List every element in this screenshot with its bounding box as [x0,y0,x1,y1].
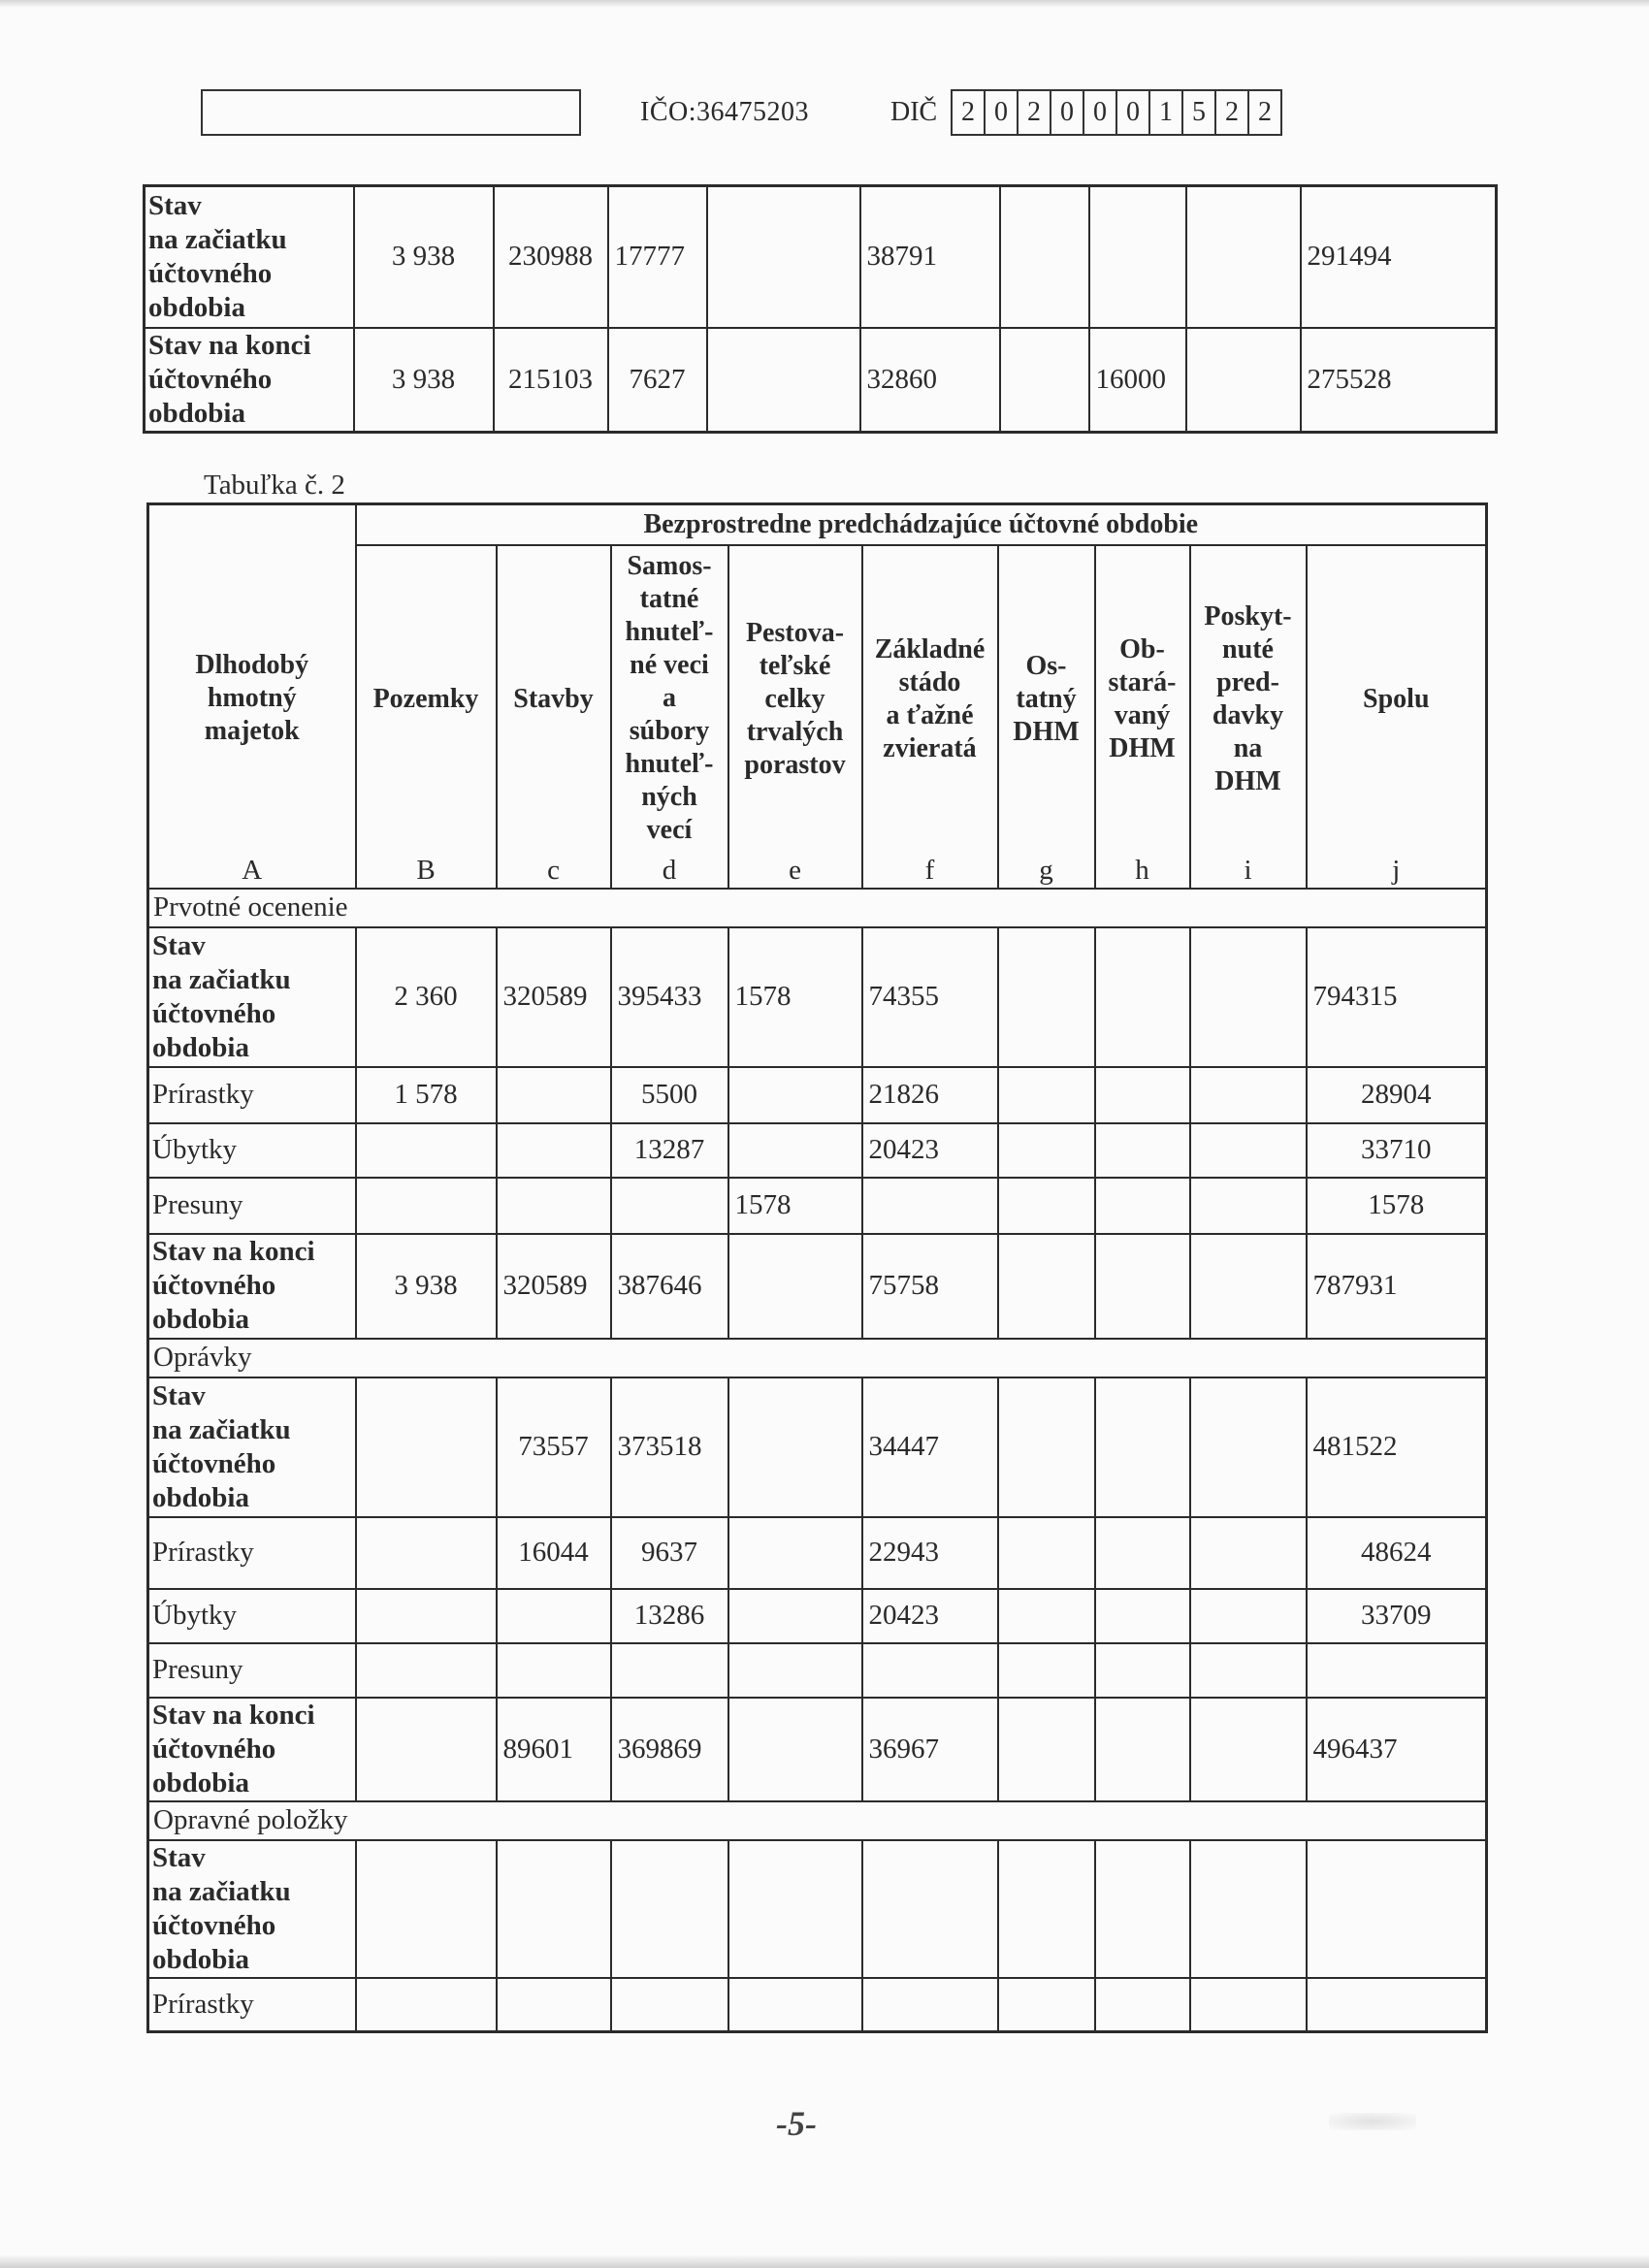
table-row [148,1123,1487,1178]
section-header-row [148,1801,1487,1840]
cell [1190,1840,1307,1978]
cell: 36967 [862,1698,998,1801]
cell [1190,1067,1307,1123]
cell [998,1589,1095,1643]
cell [1190,1978,1307,2032]
cell [998,1840,1095,1978]
cell: 20423 [862,1589,998,1643]
cell [1000,186,1089,328]
cell: 3 938 [354,328,494,433]
row-label: Stav na začiatku účtovného obdobia [145,186,354,328]
cell [1095,1643,1190,1698]
dic-digit: 2 [1249,91,1282,134]
cell: 369869 [611,1698,728,1801]
cell [707,328,860,433]
cell [497,1589,611,1643]
cell [497,1178,611,1234]
row-label: Stav na konci účtovného obdobia [148,1698,356,1801]
cell [497,1978,611,2032]
row-label: Stav na začiatku účtovného obdobia [148,1840,356,1978]
table-caption: Tabuľka č. 2 [204,470,345,501]
scan-edge-bottom [0,2254,1649,2268]
cell [998,1123,1095,1178]
row-label: Prírastky [148,1978,356,2032]
col-letter: g [998,854,1095,889]
cell [497,1840,611,1978]
cell: 16000 [1089,328,1186,433]
scan-edge [0,0,1649,8]
cell [862,1643,998,1698]
table-row [148,1698,1487,1801]
cell: 1578 [728,1178,862,1234]
cell: 395433 [611,927,728,1067]
cell [862,1978,998,2032]
cell [728,1377,862,1517]
dic-label: DIČ [890,97,938,127]
cell [998,1643,1095,1698]
table-row [145,328,1497,433]
cell [497,1643,611,1698]
cell: 33709 [1307,1589,1487,1643]
cell [1095,1698,1190,1801]
table-continuation [143,184,1498,434]
cell [356,1178,497,1234]
col-letter: h [1095,854,1190,889]
table-dhm [146,502,1488,2033]
cell [728,1840,862,1978]
cell: 89601 [497,1698,611,1801]
cell [356,1698,497,1801]
table-row [148,1643,1487,1698]
cell [1095,1178,1190,1234]
cell [1000,328,1089,433]
table-row [148,1377,1487,1517]
dic-digit: 1 [1150,91,1183,134]
cell [356,1643,497,1698]
cell: 20423 [862,1123,998,1178]
row-label: Stav na konci účtovného obdobia [145,328,354,433]
cell [356,1978,497,2032]
table-row [148,927,1487,1067]
cell [728,1643,862,1698]
cell [728,1123,862,1178]
section-header-row [148,889,1487,927]
dic-digit: 2 [953,91,986,134]
cell [1190,1698,1307,1801]
dic-digit: 0 [1117,91,1150,134]
cell [728,1067,862,1123]
cell: 1578 [1307,1178,1487,1234]
cell [1095,1517,1190,1589]
cell [1095,927,1190,1067]
cell: 7627 [608,328,707,433]
cell [998,927,1095,1067]
section-title: Prvotné ocenenie [148,889,1487,927]
row-label: Stav na začiatku účtovného obdobia [148,1377,356,1517]
cell [1186,328,1301,433]
dic-digit: 0 [986,91,1018,134]
cell [998,1234,1095,1339]
cell [1190,1234,1307,1339]
cell: 2 360 [356,927,497,1067]
cell [1190,1377,1307,1517]
table-row [148,1178,1487,1234]
group-header: Bezprostredne predchádzajúce účtovné obdobie [356,504,1487,545]
cell [1190,1517,1307,1589]
cell: 75758 [862,1234,998,1339]
section-header-row [148,1339,1487,1377]
cell [728,1589,862,1643]
cell [1190,1589,1307,1643]
cell: 38791 [860,186,1000,328]
cell [1095,1840,1190,1978]
cell [1307,1840,1487,1978]
cell: 32860 [860,328,1000,433]
blank-header-box [201,89,581,136]
cell [862,1840,998,1978]
cell [497,1123,611,1178]
dic-digit: 2 [1216,91,1249,134]
cell [1095,1123,1190,1178]
cell: 9637 [611,1517,728,1589]
cell: 291494 [1301,186,1497,328]
cell: 1 578 [356,1067,497,1123]
col-letter: A [148,854,356,889]
col-letter: j [1307,854,1487,889]
col-header-j: Spolu [1307,545,1487,854]
group-header-row [148,504,1487,545]
cell: 794315 [1307,927,1487,1067]
dic-digit: 0 [1051,91,1084,134]
cell [998,1978,1095,2032]
table-row [148,1234,1487,1339]
cell: 1578 [728,927,862,1067]
dic-digit: 5 [1183,91,1216,134]
cell: 33710 [1307,1123,1487,1178]
cell [1089,186,1186,328]
col-letters-row [148,854,1487,889]
dic-digit-boxes [951,89,1282,136]
cell [1095,1067,1190,1123]
cell [728,1517,862,1589]
cell: 73557 [497,1377,611,1517]
cell [1186,186,1301,328]
col-letter: c [497,854,611,889]
table-row [148,1978,1487,2032]
col-letter: i [1190,854,1307,889]
dic-digit: 2 [1018,91,1051,134]
row-label: Stav na začiatku účtovného obdobia [148,927,356,1067]
col-letter: B [356,854,497,889]
cell: 17777 [608,186,707,328]
col-header-c: Stavby [497,545,611,854]
cell [611,1978,728,2032]
cell [1190,927,1307,1067]
cell [1095,1234,1190,1339]
col-letter: f [862,854,998,889]
section-title: Opravné položky [148,1801,1487,1840]
col-header-e: Pestova- teľské celky trvalých porastov [728,545,862,854]
table-row [148,1840,1487,1978]
col-header-f: Základné stádo a ťažné zvieratá [862,545,998,854]
cell [728,1234,862,1339]
cell: 230988 [494,186,608,328]
row-label: Prírastky [148,1067,356,1123]
cell [728,1698,862,1801]
cell: 28904 [1307,1067,1487,1123]
cell: 481522 [1307,1377,1487,1517]
cell [1190,1178,1307,1234]
cell: 48624 [1307,1517,1487,1589]
cell [998,1178,1095,1234]
cell [998,1517,1095,1589]
section-title: Oprávky [148,1339,1487,1377]
cell [356,1589,497,1643]
cell: 373518 [611,1377,728,1517]
row-label: Stav na konci účtovného obdobia [148,1234,356,1339]
cell [611,1840,728,1978]
cell: 496437 [1307,1698,1487,1801]
cell [998,1698,1095,1801]
cell [1307,1643,1487,1698]
row-label: Prírastky [148,1517,356,1589]
table-row [148,1517,1487,1589]
cell: 787931 [1307,1234,1487,1339]
cell [998,1067,1095,1123]
cell [1095,1589,1190,1643]
col-letter: e [728,854,862,889]
cell: 5500 [611,1067,728,1123]
cell [707,186,860,328]
cell [356,1840,497,1978]
cell [611,1643,728,1698]
scan-smudge [1329,2113,1416,2130]
cell: 74355 [862,927,998,1067]
cell [998,1377,1095,1517]
col-header-g: Os- tatný DHM [998,545,1095,854]
table-row [145,186,1497,328]
cell: 22943 [862,1517,998,1589]
col-header-a: Dlhodobý hmotný majetok [148,504,356,854]
table-body [148,889,1487,2032]
cell: 34447 [862,1377,998,1517]
cell [1190,1123,1307,1178]
row-label: Presuny [148,1643,356,1698]
dic-digit: 0 [1084,91,1117,134]
cell [1307,1978,1487,2032]
cell: 16044 [497,1517,611,1589]
cell: 3 938 [356,1234,497,1339]
cell: 320589 [497,927,611,1067]
col-header-d: Samos- tatné hnuteľ- né veci a súbory hnuteľ- ných vecí [611,545,728,854]
cell: 13286 [611,1589,728,1643]
cell [356,1517,497,1589]
cell: 387646 [611,1234,728,1339]
row-label: Presuny [148,1178,356,1234]
row-label: Úbytky [148,1123,356,1178]
ico-number: IČO:36475203 [640,97,809,127]
cell [356,1123,497,1178]
cell [1095,1377,1190,1517]
cell [728,1978,862,2032]
cell: 320589 [497,1234,611,1339]
cell: 21826 [862,1067,998,1123]
cell [862,1178,998,1234]
cell [1190,1643,1307,1698]
cell [1095,1978,1190,2032]
cell [497,1067,611,1123]
row-label: Úbytky [148,1589,356,1643]
cell: 13287 [611,1123,728,1178]
cell: 3 938 [354,186,494,328]
cell [356,1377,497,1517]
page-number: -5- [776,2104,817,2143]
col-letter: d [611,854,728,889]
cell: 275528 [1301,328,1497,433]
cell [611,1178,728,1234]
col-header-i: Poskyt- nuté pred- davky na DHM [1190,545,1307,854]
cell: 215103 [494,328,608,433]
table-row [148,1067,1487,1123]
table-row [148,1589,1487,1643]
col-header-b: Pozemky [356,545,497,854]
col-header-h: Ob- stará- vaný DHM [1095,545,1190,854]
